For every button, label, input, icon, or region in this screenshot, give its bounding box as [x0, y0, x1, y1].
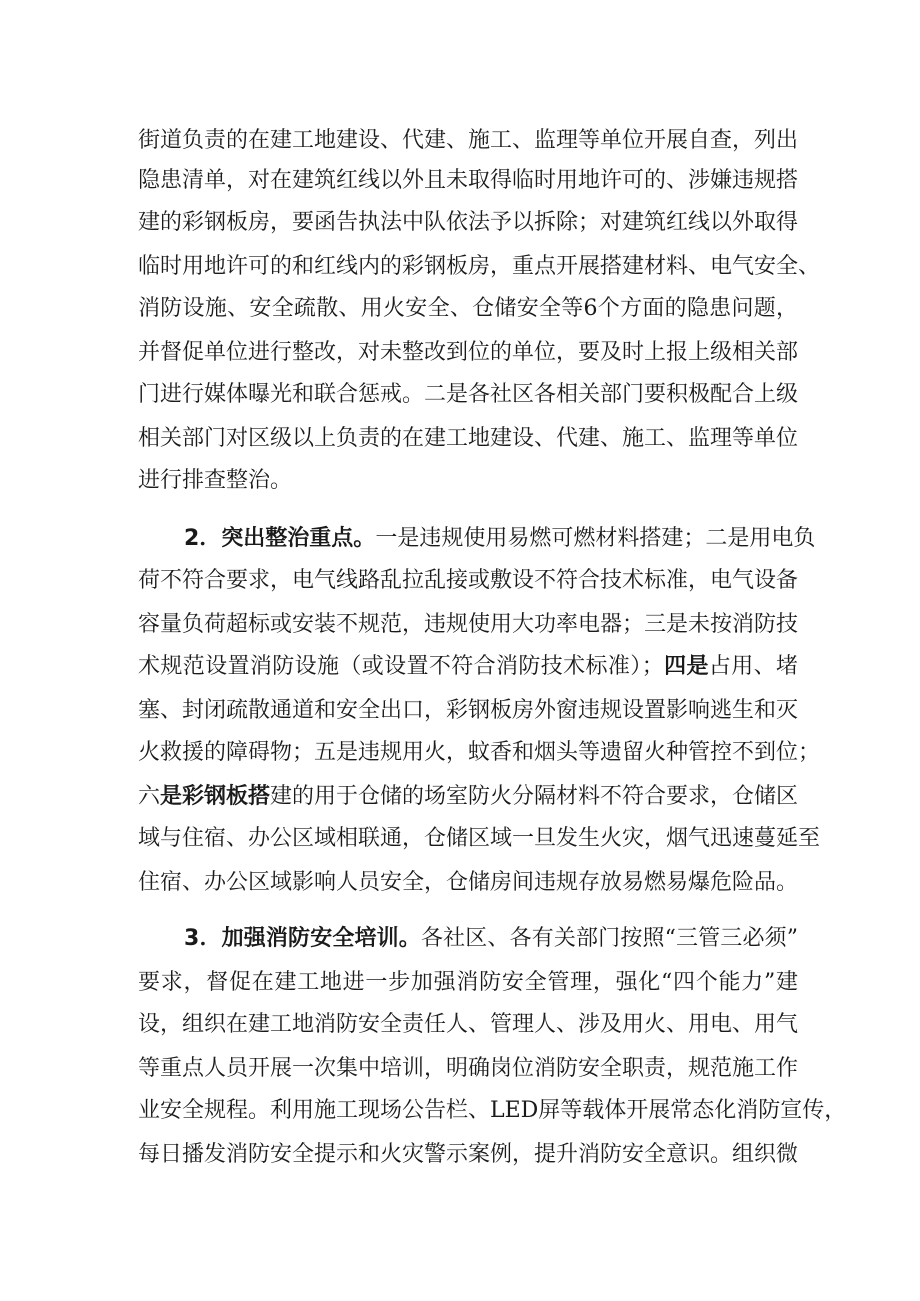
paragraph-1-line-3: 建的彩钢板房，要函告执法中队依法予以拆除；对建筑红线以外取得	[138, 210, 799, 235]
paragraph-1-line-2: 隐患清单，对在建筑红线以外且未取得临时用地许可的、涉嫌违规搭	[138, 168, 799, 193]
paragraph-2-line-1-text: 一是违规使用易燃可燃材料搭建；二是用电负	[375, 526, 816, 551]
paragraph-3-line-6: 每日播发消防安全提示和火灾警示案例，提升消防安全意识。组织微	[138, 1142, 799, 1167]
paragraph-2-line-7-text: 建的用于仓储的场室防火分隔材料不符合要求，仓储区	[270, 784, 799, 809]
paragraph-3-heading: 3．加强消防安全培训。	[184, 926, 421, 951]
paragraph-1-line-6: 并督促单位进行整改，对未整改到位的单位，要及时上报上级相关部	[138, 340, 799, 365]
paragraph-2-item-six-marker: 是彩钢板搭	[160, 784, 271, 809]
paragraph-2-line-4-text: 术规范设置消防设施（或设置不符合消防技术标准）；	[138, 654, 664, 679]
paragraph-2-line-5: 塞、封闭疏散通道和安全出口，彩钢板房外窗违规设置影响逃生和灭	[138, 698, 799, 723]
paragraph-2-line-7	[138, 782, 798, 812]
paragraph-2-item-four-marker: 四是	[663, 654, 709, 679]
paragraph-1-line-7: 门进行媒体曝光和联合惩戒。二是各社区各相关部门要积极配合上级	[138, 382, 799, 407]
paragraph-1-line-8: 相关部门对区级以上负责的在建工地建设、代建、施工、监理等单位	[138, 426, 799, 451]
paragraph-2-line-7-prefix: 六	[138, 784, 161, 809]
paragraph-2-line-4-tail: 占用、堵	[708, 654, 798, 679]
paragraph-1-line-9: 进行排查整治。	[138, 468, 293, 493]
paragraph-2-line-6: 火救援的障碍物；五是违规用火，蚊香和烟头等遗留火种管控不到位；	[138, 740, 821, 765]
paragraph-3-line-1	[184, 924, 798, 954]
paragraph-3-line-3: 设，组织在建工地消防安全责任人、管理人、涉及用火、用电、用气	[138, 1012, 799, 1037]
paragraph-2-line-3: 容量负荷超标或安装不规范，违规使用大功率电器；三是未按消防技	[138, 612, 799, 637]
paragraph-3-line-4: 等重点人员开展一次集中培训，明确岗位消防安全职责，规范施工作	[138, 1056, 799, 1081]
paragraph-2-line-4	[138, 652, 798, 682]
paragraph-2-line-8: 域与住宿、办公区域相联通，仓储区域一旦发生火灾，烟气迅速蔓延至	[138, 826, 821, 851]
paragraph-3-line-5: 业安全规程。利用施工现场公告栏、LED屏等载体开展常态化消防宣传，	[138, 1098, 847, 1123]
paragraph-1-line-5: 消防设施、安全疏散、用火安全、仓储安全等6个方面的隐患问题，	[138, 296, 798, 321]
paragraph-1-line-1: 街道负责的在建工地建设、代建、施工、监理等单位开展自查，列出	[138, 128, 799, 153]
paragraph-2-line-2: 荷不符合要求，电气线路乱拉乱接或敷设不符合技术标准，电气设备	[138, 568, 799, 593]
paragraph-2-line-9: 住宿、办公区域影响人员安全，仓储房间违规存放易燃易爆危险品。	[138, 870, 799, 895]
paragraph-2-heading: 2．突出整治重点。	[184, 526, 376, 551]
paragraph-2-line-1	[184, 524, 816, 554]
paragraph-3-line-1-text: 各社区、各有关部门按照“三管三必须”	[420, 926, 799, 951]
paragraph-1-line-4: 临时用地许可的和红线内的彩钢板房，重点开展搭建材料、电气安全、	[138, 254, 821, 279]
paragraph-3-line-2: 要求，督促在建工地进一步加强消防安全管理，强化“四个能力”建	[138, 970, 798, 995]
